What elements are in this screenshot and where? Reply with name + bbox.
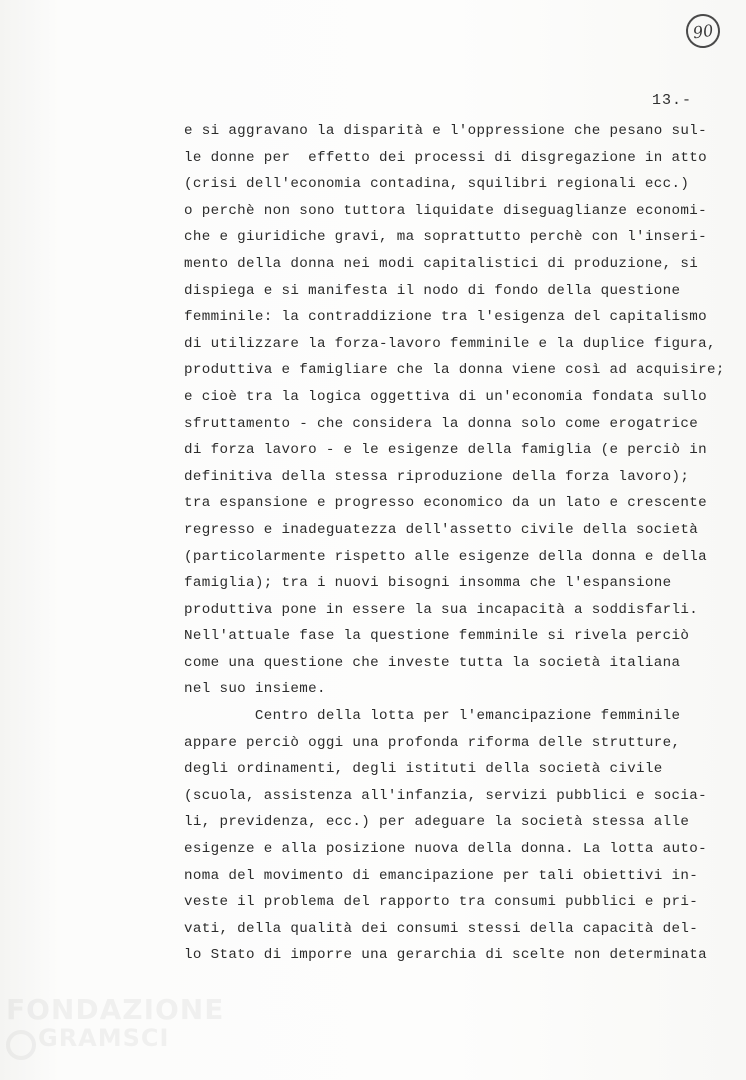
text-line: Centro della lotta per l'emancipazione femminile: [184, 708, 681, 725]
text-line: esigenze e alla posizione nuova della donna. La lotta auto-: [184, 841, 707, 858]
text-line: come una questione che investe tutta la società italiana: [184, 654, 681, 671]
text-line: vati, della qualità dei consumi stessi della capacità del-: [184, 920, 699, 937]
watermark-line-2: GRAMSCI: [38, 1024, 170, 1052]
text-line: le donne per effetto dei processi di disgregazione in atto: [184, 149, 707, 166]
paragraph-2: [184, 703, 744, 969]
text-line: (particolarmente rispetto alle esigenze della donna e della: [184, 548, 707, 565]
text-line: nel suo insieme.: [184, 681, 326, 698]
text-line: degli ordinamenti, degli istituti della società civile: [184, 761, 663, 778]
text-line: o perchè non sono tuttora liquidate diseguaglianze economi-: [184, 202, 707, 219]
text-line: e si aggravano la disparità e l'oppressione che pesano sul-: [184, 123, 707, 139]
text-line: regresso e inadeguatezza dell'assetto civile della società: [184, 521, 699, 538]
text-line: veste il problema del rapporto tra consumi pubblici e pri-: [184, 894, 699, 911]
text-line: famiglia); tra i nuovi bisogni insomma che l'espansione: [184, 575, 672, 592]
text-line: mento della donna nei modi capitalistici di produzione, si: [184, 255, 699, 272]
text-line: produttiva pone in essere la sua incapacità a soddisfarli.: [184, 601, 699, 618]
text-line: e cioè tra la logica oggettiva di un'economia fondata sullo: [184, 388, 707, 405]
text-line: di utilizzare la forza-lavoro femminile e la duplice figura,: [184, 335, 716, 352]
watermark-line-1: FONDAZIONE: [6, 993, 225, 1026]
text-line: Nell'attuale fase la questione femminile si rivela perciò: [184, 628, 690, 645]
text-line: produttiva e famigliare che la donna viene così ad acquisire;: [184, 362, 725, 379]
folio-number: 90: [691, 20, 715, 42]
text-line: (crisi dell'economia contadina, squilibri regionali ecc.): [184, 176, 690, 193]
page-number: 13.-: [652, 92, 693, 109]
text-line: tra espansione e progresso economico da un lato e crescente: [184, 495, 707, 512]
text-line: li, previdenza, ecc.) per adeguare la società stessa alle: [184, 814, 690, 831]
text-line: femminile: la contraddizione tra l'esigenza del capitalismo: [184, 309, 707, 326]
text-line: appare perciò oggi una profonda riforma delle strutture,: [184, 734, 681, 751]
text-line: noma del movimento di emancipazione per tali obiettivi in-: [184, 867, 699, 884]
text-line: di forza lavoro - e le esigenze della famiglia (e perciò in: [184, 442, 707, 459]
text-line: lo Stato di imporre una gerarchia di scelte non determinata: [184, 947, 707, 964]
text-line: definitiva della stessa riproduzione della forza lavoro);: [184, 468, 690, 485]
text-line: sfruttamento - che considera la donna solo come erogatrice: [184, 415, 699, 432]
watermark: [6, 993, 225, 1052]
text-line: (scuola, assistenza all'infanzia, servizi pubblici e socia-: [184, 787, 707, 804]
text-line: dispiega e si manifesta il nodo di fondo della questione: [184, 282, 681, 299]
folio-stamp: [684, 12, 722, 50]
text-line: che e giuridiche gravi, ma soprattutto perchè con l'inseri-: [184, 229, 707, 246]
typewritten-text: [184, 118, 744, 969]
paragraph-1: [184, 118, 744, 703]
